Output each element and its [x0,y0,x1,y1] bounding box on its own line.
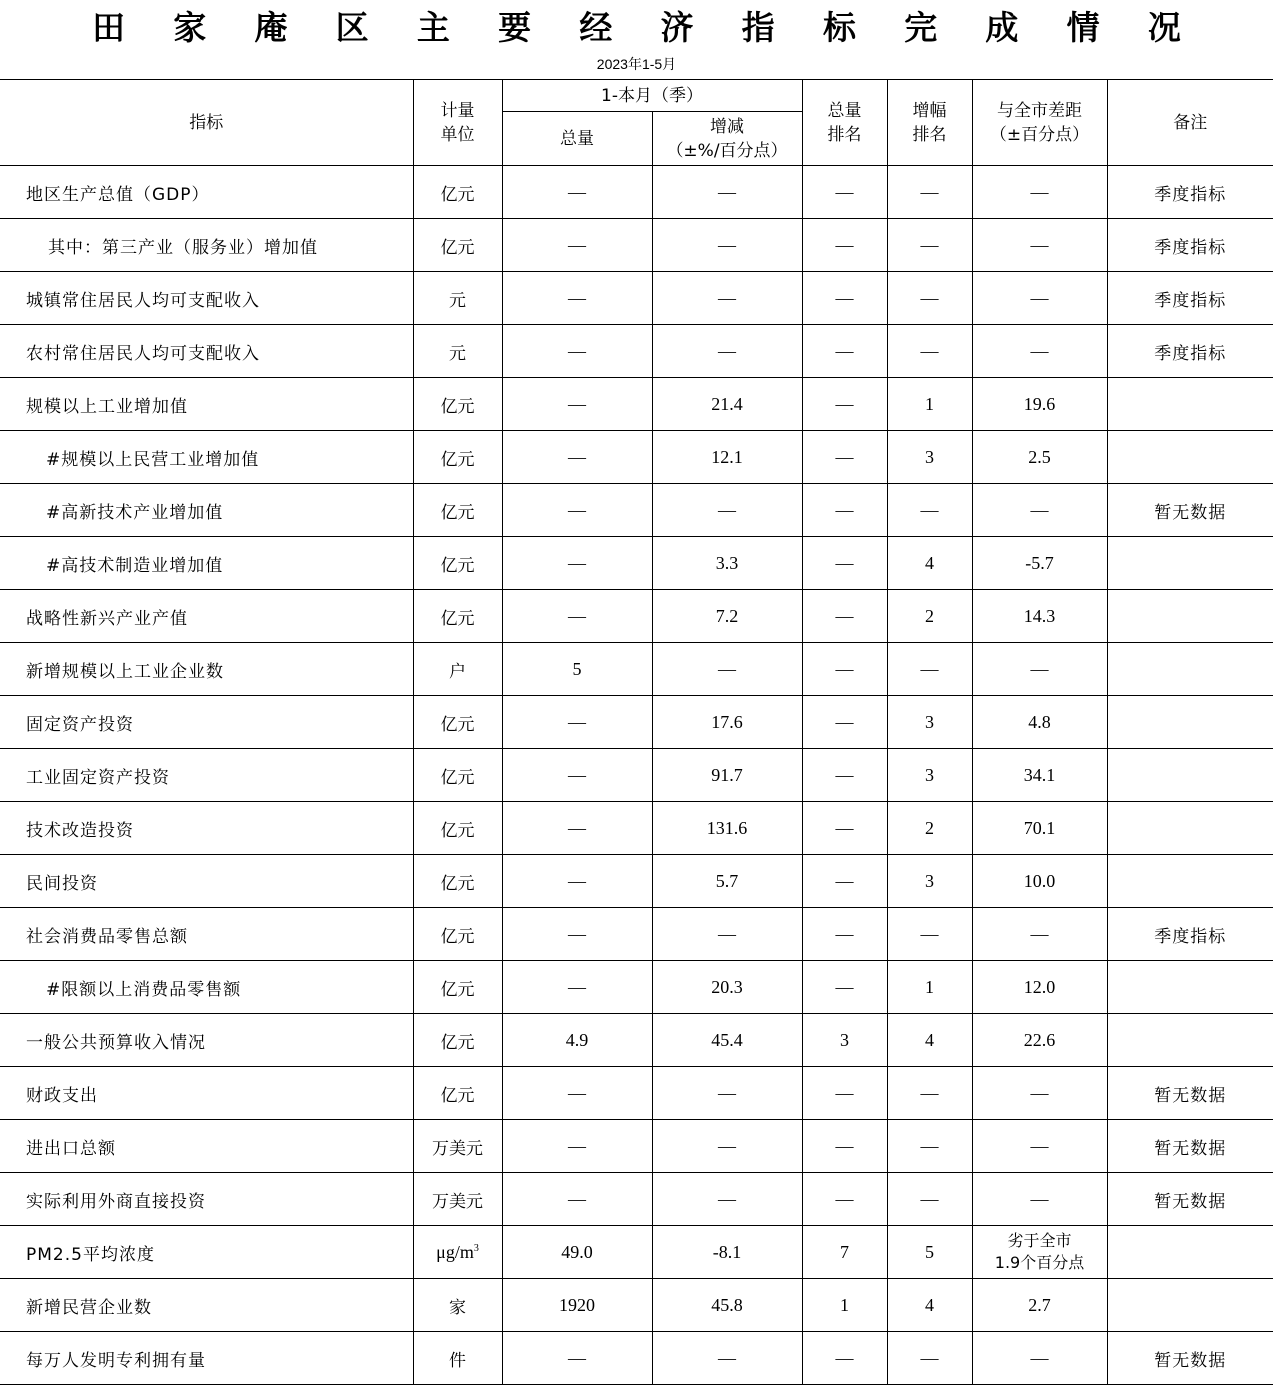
change-cell: 17.6 [652,696,802,749]
table-row [0,1173,1273,1226]
total-cell: — [502,802,652,855]
diff-cell: 14.3 [972,590,1107,643]
total-cell: — [502,961,652,1014]
growth-rank-cell: 3 [887,696,972,749]
note-cell: 暂无数据 [1107,484,1273,537]
indicator-name-cell: 新增民营企业数 [0,1279,413,1332]
note-cell [1107,1279,1273,1332]
total-cell: — [502,855,652,908]
header-total-rank-line2: 排名 [827,124,862,145]
change-cell: 12.1 [652,431,802,484]
title-char: 经 [579,7,613,47]
unit-cell: 万美元 [413,1173,502,1226]
growth-rank-cell: 4 [887,537,972,590]
unit-cell: 亿元 [413,696,502,749]
note-cell [1107,961,1273,1014]
indicator-name-cell: 工业固定资产投资 [0,749,413,802]
total-cell: — [502,166,652,219]
title-char: 田 [92,7,125,47]
diff-cell: 34.1 [972,749,1107,802]
note-cell [1107,537,1273,590]
change-cell: 131.6 [652,802,802,855]
note-cell [1107,590,1273,643]
total-rank-cell: — [802,378,887,431]
unit-cell: 亿元 [413,219,502,272]
title-char: 要 [498,7,532,47]
indicator-name-cell: #限额以上消费品零售额 [0,961,413,1014]
unit-cell: 户 [413,643,502,696]
unit-cell: 亿元 [413,1067,502,1120]
table-row [0,1120,1273,1173]
total-cell: — [502,484,652,537]
total-rank-cell: — [802,643,887,696]
note-cell: 季度指标 [1107,166,1273,219]
title-char: 标 [822,7,856,47]
growth-rank-cell: — [887,908,972,961]
header-growth-rank-line1: 增幅 [912,100,947,121]
change-cell: 7.2 [652,590,802,643]
table-row [0,378,1273,431]
table-row [0,590,1273,643]
change-cell: — [652,643,802,696]
change-cell: — [652,325,802,378]
total-rank-cell: — [802,1173,887,1226]
table-row [0,855,1273,908]
header-change [652,112,802,166]
table-header [0,80,1273,166]
indicator-name-cell: 社会消费品零售总额 [0,908,413,961]
indicator-name-cell: 新增规模以上工业企业数 [0,643,413,696]
diff-cell: — [972,166,1107,219]
table-row [0,1014,1273,1067]
unit-cell: 亿元 [413,749,502,802]
total-cell: 5 [502,643,652,696]
total-cell: — [502,219,652,272]
note-cell: 暂无数据 [1107,1173,1273,1226]
diff-cell: — [972,325,1107,378]
indicator-name-cell: 固定资产投资 [0,696,413,749]
growth-rank-cell: — [887,643,972,696]
total-rank-cell: — [802,908,887,961]
diff-cell: 2.5 [972,431,1107,484]
unit-cell: 万美元 [413,1120,502,1173]
unit-cell: 亿元 [413,166,502,219]
total-rank-cell: — [802,590,887,643]
header-period: 1-本月（季） [502,80,802,112]
total-rank-cell: — [802,272,887,325]
header-unit-line1: 计量 [440,100,475,121]
total-rank-cell: — [802,855,887,908]
change-cell: — [652,166,802,219]
unit-cell: 元 [413,325,502,378]
total-cell: — [502,537,652,590]
growth-rank-cell: — [887,272,972,325]
change-cell: — [652,1332,802,1385]
page-title [0,2,1273,48]
growth-rank-cell: — [887,484,972,537]
unit-cell: 亿元 [413,1014,502,1067]
total-rank-cell: 7 [802,1226,887,1279]
indicator-name-cell: #规模以上民营工业增加值 [0,431,413,484]
table-row [0,908,1273,961]
change-cell: 20.3 [652,961,802,1014]
change-cell: -8.1 [652,1226,802,1279]
title-char: 区 [335,7,369,47]
diff-cell: -5.7 [972,537,1107,590]
growth-rank-cell: 2 [887,802,972,855]
growth-rank-cell: 5 [887,1226,972,1279]
growth-rank-cell: — [887,166,972,219]
growth-rank-cell: — [887,325,972,378]
note-cell: 季度指标 [1107,325,1273,378]
table-row [0,1332,1273,1385]
diff-cell: 4.8 [972,696,1107,749]
unit-cell [413,1226,502,1279]
diff-cell: 22.6 [972,1014,1107,1067]
title-char: 家 [173,7,207,47]
table-row [0,166,1273,219]
title-char: 完 [904,7,938,47]
total-rank-cell: — [802,1067,887,1120]
diff-cell: 19.6 [972,378,1107,431]
change-cell: — [652,272,802,325]
unit-cell: 亿元 [413,961,502,1014]
growth-rank-cell: — [887,219,972,272]
header-growth-rank-line2: 排名 [912,124,947,145]
growth-rank-cell: — [887,1120,972,1173]
diff-cell: — [972,1332,1107,1385]
indicator-name-cell: 民间投资 [0,855,413,908]
diff-cell: — [972,219,1107,272]
change-cell: 3.3 [652,537,802,590]
table-row [0,484,1273,537]
header-growth-rank [887,80,972,166]
total-rank-cell: — [802,802,887,855]
diff-cell: 12.0 [972,961,1107,1014]
indicator-name-cell: 一般公共预算收入情况 [0,1014,413,1067]
table-row [0,749,1273,802]
table-row [0,325,1273,378]
total-cell: 1920 [502,1279,652,1332]
table-row [0,431,1273,484]
total-cell: — [502,272,652,325]
header-change-line2: （±%/百分点） [666,140,788,161]
table-row [0,1279,1273,1332]
total-rank-cell: — [802,749,887,802]
header-unit [413,80,502,166]
pm-unit-base: μg/m [436,1241,474,1262]
unit-cell: 家 [413,1279,502,1332]
total-rank-cell: — [802,219,887,272]
title-char: 成 [985,7,1019,47]
note-cell [1107,378,1273,431]
indicator-table [0,79,1273,1385]
note-cell: 季度指标 [1107,272,1273,325]
change-cell: — [652,1067,802,1120]
header-diff-line1: 与全市差距 [997,100,1083,121]
total-cell: — [502,696,652,749]
total-cell: — [502,749,652,802]
unit-cell: 亿元 [413,908,502,961]
growth-rank-cell: 3 [887,855,972,908]
header-diff-line2: （±百分点） [989,124,1090,145]
indicator-name-cell: 其中：第三产业（服务业）增加值 [0,219,413,272]
title-char: 指 [741,7,775,47]
growth-rank-cell: 4 [887,1014,972,1067]
unit-cell: 亿元 [413,378,502,431]
diff-cell: — [972,1120,1107,1173]
table-row [0,961,1273,1014]
total-cell: — [502,908,652,961]
total-rank-cell: — [802,166,887,219]
note-cell: 暂无数据 [1107,1067,1273,1120]
unit-cell: 亿元 [413,802,502,855]
indicator-name-cell: PM2.5平均浓度 [0,1226,413,1279]
table-row [0,272,1273,325]
table-row [0,1067,1273,1120]
total-cell: — [502,325,652,378]
unit-cell: 元 [413,272,502,325]
title-char: 况 [1147,7,1181,47]
note-cell: 季度指标 [1107,908,1273,961]
title-char: 情 [1066,7,1100,47]
change-cell: — [652,484,802,537]
growth-rank-cell: — [887,1173,972,1226]
table-body [0,166,1273,1385]
total-cell: — [502,1173,652,1226]
total-cell: — [502,1332,652,1385]
total-rank-cell: — [802,537,887,590]
title-char: 主 [416,7,450,47]
diff-cell: — [972,908,1107,961]
total-rank-cell: — [802,325,887,378]
growth-rank-cell: 4 [887,1279,972,1332]
indicator-name-cell: #高技术制造业增加值 [0,537,413,590]
indicator-name-cell: 战略性新兴产业产值 [0,590,413,643]
diff-cell: 10.0 [972,855,1107,908]
note-cell: 暂无数据 [1107,1332,1273,1385]
header-change-line1: 增减 [710,116,744,137]
indicator-name-cell: 财政支出 [0,1067,413,1120]
note-cell: 季度指标 [1107,219,1273,272]
indicator-name-cell: 每万人发明专利拥有量 [0,1332,413,1385]
table-row [0,802,1273,855]
indicator-name-cell: #高新技术产业增加值 [0,484,413,537]
table-row [0,643,1273,696]
change-cell: 45.4 [652,1014,802,1067]
total-cell: — [502,378,652,431]
indicator-name-cell: 实际利用外商直接投资 [0,1173,413,1226]
total-cell: — [502,1067,652,1120]
diff-cell [972,1226,1107,1279]
growth-rank-cell: — [887,1067,972,1120]
unit-cell: 亿元 [413,484,502,537]
header-total-rank-line1: 总量 [827,100,862,121]
total-cell: — [502,1120,652,1173]
pm-unit-sup: 3 [473,1242,479,1254]
note-cell [1107,431,1273,484]
total-rank-cell: — [802,431,887,484]
growth-rank-cell: 3 [887,431,972,484]
note-cell: 暂无数据 [1107,1120,1273,1173]
diff-cell: — [972,272,1107,325]
change-cell: 5.7 [652,855,802,908]
total-rank-cell: 3 [802,1014,887,1067]
unit-cell: 亿元 [413,855,502,908]
note-cell [1107,643,1273,696]
note-cell [1107,749,1273,802]
change-cell: — [652,1120,802,1173]
title-char: 济 [660,7,694,47]
diff-cell: — [972,1067,1107,1120]
indicator-name-cell: 规模以上工业增加值 [0,378,413,431]
indicator-name-cell: 农村常住居民人均可支配收入 [0,325,413,378]
growth-rank-cell: — [887,1332,972,1385]
header-total-rank [802,80,887,166]
header-unit-line2: 单位 [440,124,475,145]
change-cell: — [652,219,802,272]
change-cell: 45.8 [652,1279,802,1332]
indicator-name-cell: 进出口总额 [0,1120,413,1173]
change-cell: — [652,908,802,961]
note-cell [1107,855,1273,908]
change-cell: — [652,1173,802,1226]
growth-rank-cell: 3 [887,749,972,802]
diff-cell: — [972,1173,1107,1226]
diff-cell: 2.7 [972,1279,1107,1332]
unit-cell: 亿元 [413,431,502,484]
title-char: 庵 [254,7,288,47]
total-cell: — [502,590,652,643]
total-rank-cell: — [802,484,887,537]
total-cell: 49.0 [502,1226,652,1279]
pm-diff-line2: 1.9个百分点 [994,1253,1085,1272]
table-row [0,696,1273,749]
total-rank-cell: — [802,1120,887,1173]
header-indicator: 指标 [0,80,413,166]
table-row [0,219,1273,272]
total-rank-cell: — [802,696,887,749]
total-rank-cell: 1 [802,1279,887,1332]
unit-cell: 亿元 [413,590,502,643]
note-cell [1107,1014,1273,1067]
growth-rank-cell: 1 [887,378,972,431]
note-cell [1107,802,1273,855]
indicator-name-cell: 技术改造投资 [0,802,413,855]
total-rank-cell: — [802,961,887,1014]
header-diff [972,80,1107,166]
table-row [0,1226,1273,1279]
page-subtitle: 2023年1-5月 [596,56,677,72]
indicator-name-cell: 城镇常住居民人均可支配收入 [0,272,413,325]
total-rank-cell: — [802,1332,887,1385]
table-row [0,537,1273,590]
total-cell: — [502,431,652,484]
diff-cell: 70.1 [972,802,1107,855]
change-cell: 91.7 [652,749,802,802]
growth-rank-cell: 2 [887,590,972,643]
note-cell [1107,696,1273,749]
header-note: 备注 [1107,80,1273,166]
total-cell: 4.9 [502,1014,652,1067]
change-cell: 21.4 [652,378,802,431]
unit-cell: 件 [413,1332,502,1385]
growth-rank-cell: 1 [887,961,972,1014]
unit-cell: 亿元 [413,537,502,590]
diff-cell: — [972,643,1107,696]
diff-cell: — [972,484,1107,537]
note-cell [1107,1226,1273,1279]
pm-diff-line1: 劣于全市 [1007,1231,1072,1250]
header-total: 总量 [502,112,652,166]
indicator-name-cell: 地区生产总值（GDP） [0,166,413,219]
